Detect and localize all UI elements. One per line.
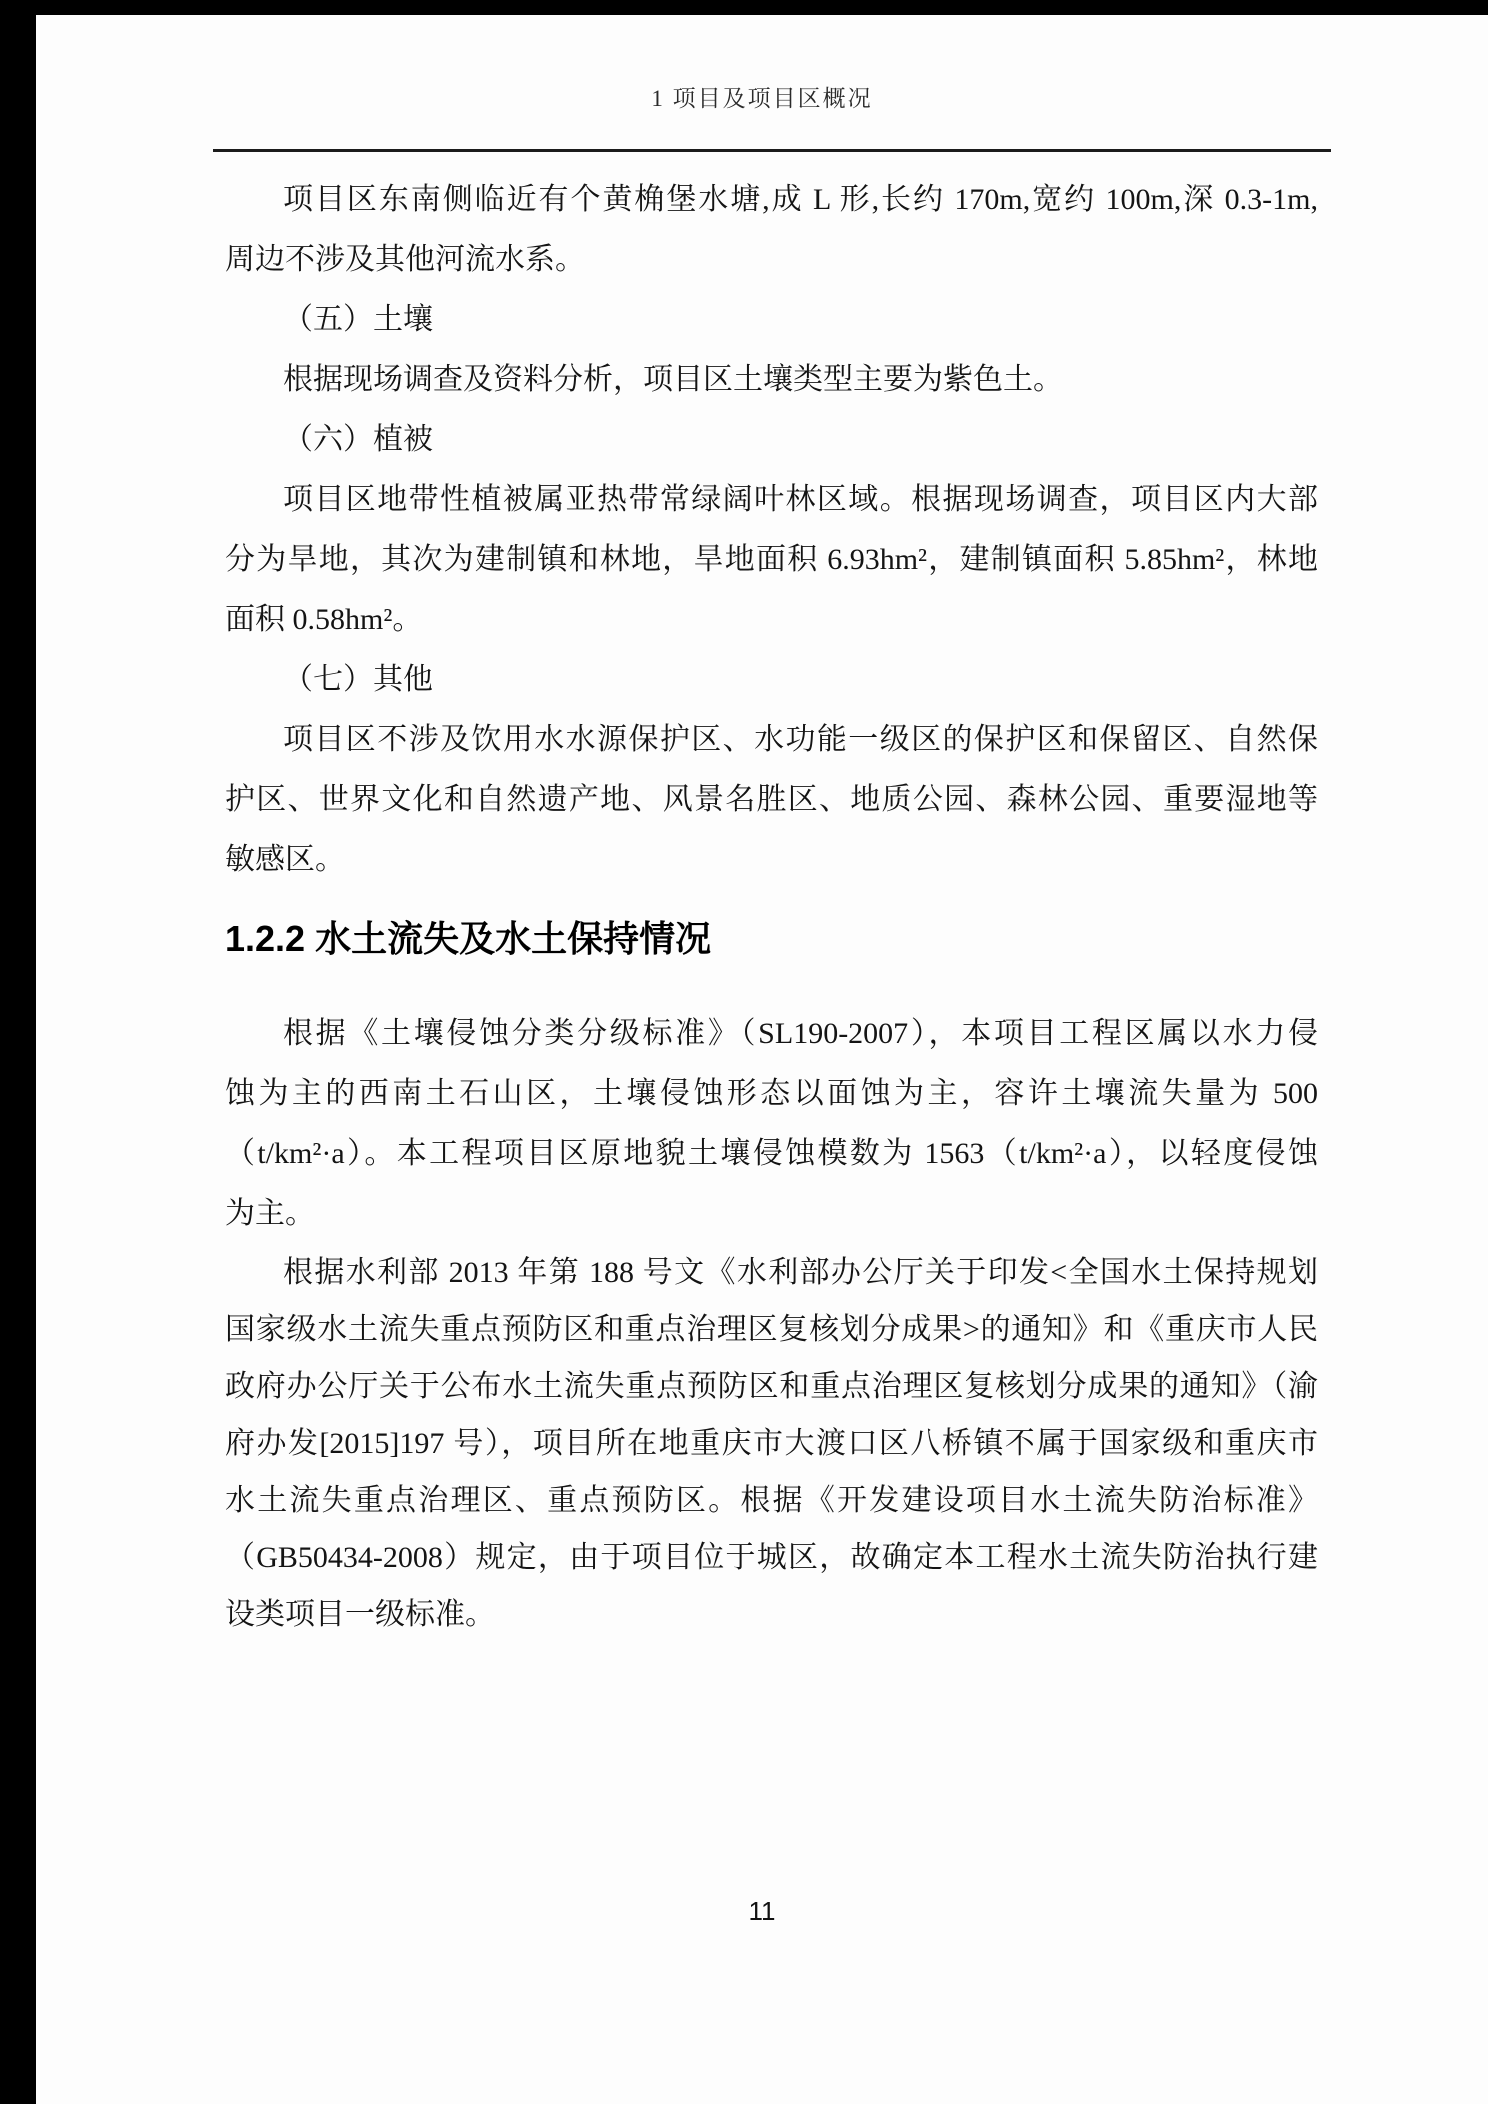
paragraph-policy-line-3: 政府办公厅关于公布水土流失重点预防区和重点治理区复核划分成果的通知》（渝 [225, 1370, 1318, 1403]
document-body [225, 170, 1318, 1643]
paragraph-policy-line-5: 水土流失重点治理区、重点预防区。根据《开发建设项目水土流失防治标准》 [225, 1484, 1318, 1517]
paragraph-erosion-line-3: （t/km²·a）。本工程项目区原地貌土壤侵蚀模数为 1563（t/km²·a），以轻度侵蚀 [225, 1137, 1318, 1170]
paragraph-policy-line-2: 国家级水土流失重点预防区和重点治理区复核划分成果>的通知》和《重庆市人民 [225, 1313, 1318, 1346]
paragraph-vegetation-line-3: 面积 0.58hm²。 [225, 603, 423, 636]
paragraph-vegetation-line-1: 项目区地带性植被属亚热带常绿阔叶林区域。根据现场调查，项目区内大部 [283, 483, 1318, 516]
paragraph-other-line-2: 护区、世界文化和自然遗产地、风景名胜区、地质公园、森林公园、重要湿地等 [225, 783, 1318, 816]
paragraph-water-line-2: 周边不涉及其他河流水系。 [225, 243, 585, 276]
paragraph-policy-line-4: 府办发[2015]197 号），项目所在地重庆市大渡口区八桥镇不属于国家级和重庆市 [225, 1427, 1318, 1460]
page-number: 11 [748, 1896, 776, 1926]
paragraph-erosion-line-4: 为主。 [225, 1197, 315, 1230]
paragraph-erosion-line-2: 蚀为主的西南土石山区，土壤侵蚀形态以面蚀为主，容许土壤流失量为 500 [225, 1077, 1318, 1110]
paragraph-water-line-1: 项目区东南侧临近有个黄桷堡水塘,成 L 形,长约 170m,宽约 100m,深 0.3-1m, [283, 183, 1318, 216]
subheading-other: （七）其他 [283, 663, 433, 696]
subheading-vegetation: （六）植被 [283, 423, 433, 456]
paragraph-other-line-1: 项目区不涉及饮用水水源保护区、水功能一级区的保护区和保留区、自然保 [283, 723, 1318, 756]
paragraph-policy-line-7: 设类项目一级标准。 [225, 1598, 495, 1631]
subheading-soil: （五）土壤 [283, 303, 433, 336]
section-heading-1-2-2: 1.2.2 水土流失及水土保持情况 [225, 918, 712, 959]
header-rule-divider [213, 149, 1331, 152]
scan-artifact-top-bar [0, 0, 1488, 15]
paragraph-erosion-line-1: 根据《土壤侵蚀分类分级标准》（SL190-2007），本项目工程区属以水力侵 [283, 1017, 1318, 1050]
paragraph-soil: 根据现场调查及资料分析，项目区土壤类型主要为紫色土。 [283, 363, 1063, 396]
paragraph-policy [225, 1244, 1318, 1643]
paragraph-policy-line-1: 根据水利部 2013 年第 188 号文《水利部办公厅关于印发<全国水土保持规划 [283, 1256, 1318, 1289]
running-header-chapter-title: 1 项目及项目区概况 [651, 86, 873, 111]
paragraph-other-line-3: 敏感区。 [225, 843, 345, 876]
scan-artifact-left-bar [0, 0, 36, 2104]
paragraph-policy-line-6: （GB50434-2008）规定，由于项目位于城区，故确定本工程水土流失防治执行建 [225, 1541, 1318, 1574]
paragraph-erosion [225, 1004, 1318, 1244]
paragraph-vegetation-line-2: 分为旱地，其次为建制镇和林地，旱地面积 6.93hm²，建制镇面积 5.85hm²，林地 [225, 543, 1318, 576]
